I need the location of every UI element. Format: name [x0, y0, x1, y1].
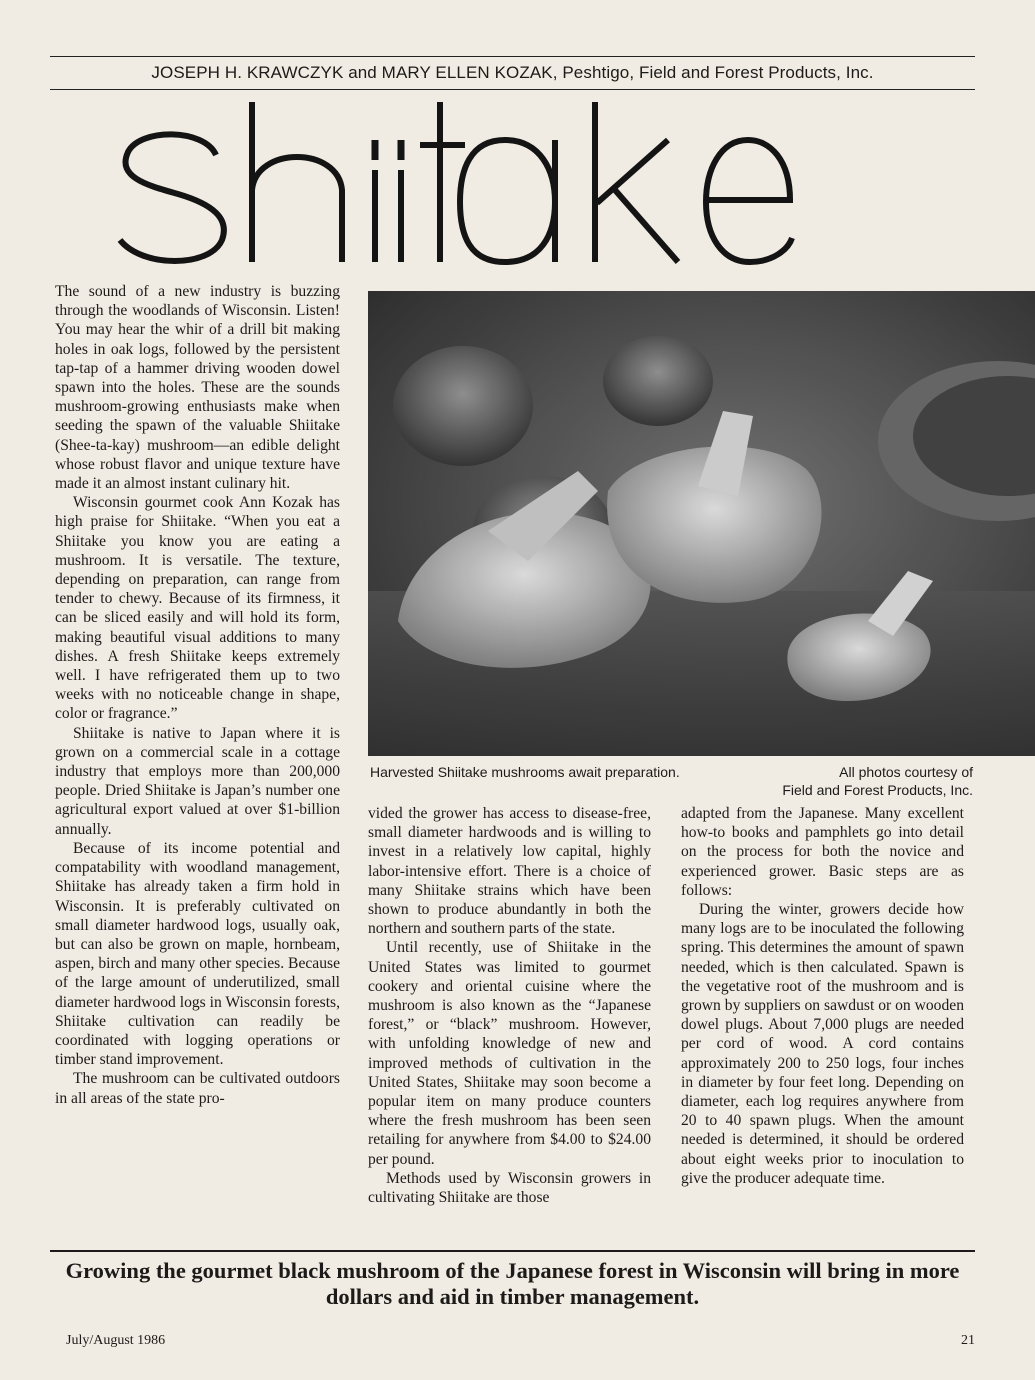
paragraph: Until recently, use of Shiitake in the United States was limited to gourmet cookery and oriental cuisine where the mushroom is also known as the “Japanese forest,” or “black” mushroom. However, with unfolding knowledge of new and improved methods of cultivation in the United States, Shiitake may soon become a popular item on many produce counters where the fresh mushroom has been seen retailing for anywhere from $4.00 to $24.00 per pound. — [368, 939, 651, 1168]
body-column-3 — [681, 804, 964, 1188]
body-column-2 — [368, 804, 651, 1207]
paragraph: Because of its income potential and compatability with woodland management, Shiitake has already taken a firm hold in Wisconsin. It is preferably cultivated on small diameter hardwood logs, usually oak, but can also be grown on maple, hornbeam, aspen, birch and many other species. Because of the large amount of underutilized, small diameter hardwood logs in Wisconsin forests, Shiitake cultivation can readily be coordinated with logging operations or timber stand improvement. — [55, 839, 340, 1069]
photo-caption: Harvested Shiitake mushrooms await preparation. — [370, 764, 680, 780]
photo-credit-line: All photos courtesy of — [839, 764, 973, 780]
paragraph: The sound of a new industry is buzzing through the woodlands of Wisconsin. Listen! You may hear the whir of a drill bit making holes in oak logs, followed by the persistent tap-tap of a hammer driving wooden dowel spawn into the holes. These are the sounds mushroom-growing enthusiasts make when seeding the spawn of the valuable Shiitake (Shee-ta-kay) mushroom—an edible delight whose robust flavor and unique texture have made it an almost instant culinary hit. — [55, 283, 340, 493]
byline: JOSEPH H. KRAWCZYK and MARY ELLEN KOZAK, Peshtigo, Field and Forest Products, Inc. — [50, 56, 975, 90]
mushroom-photo — [368, 291, 1035, 756]
divider — [50, 1250, 975, 1252]
paragraph: vided the grower has access to disease-free, small diameter hardwoods and is willing to invest in a relatively low capital, highly labor-intensive effort. There is a choice of many Shiitake strains which have been shown to produce abundantly in both the northern and southern parts of the state. — [368, 805, 651, 938]
paragraph: The mushroom can be cultivated outdoors in all areas of the state pro- — [55, 1070, 340, 1107]
deck-headline: Growing the gourmet black mushroom of the Japanese forest in Wisconsin will bring in more dollars and aid in timber management. — [65, 1258, 960, 1309]
photo-credit-line: Field and Forest Products, Inc. — [782, 782, 973, 798]
paragraph: Shiitake is native to Japan where it is grown on a commercial scale in a cottage industry that employs more than 200,000 people. Dried Shiitake is Japan’s number one agricultural export valued at over $1-billion annually. — [55, 724, 340, 838]
page-number: 21 — [961, 1333, 975, 1348]
issue-date: July/August 1986 — [66, 1333, 166, 1348]
body-column-1 — [55, 282, 340, 1108]
paragraph: During the winter, growers decide how many logs are to be inoculated the following spring. This determines the amount of spawn needed, which is then calculated. Spawn is the vegetative root of the mushroom and is grown by suppliers on sawdust or on wooden dowel plugs. About 7,000 plugs are needed per cord of wood. A cord contains approximately 200 to 250 logs, four inches in diameter by four feet long. Depending on diameter, each log requires anywhere from 20 to 40 spawn plugs. When the amount needed is determined, it should be ordered about eight weeks prior to inoculation to give the producer adequate time. — [681, 901, 964, 1187]
title-lettering — [0, 0, 1035, 300]
paragraph: Methods used by Wisconsin growers in cultivating Shiitake are those — [368, 1169, 651, 1207]
photo-credit — [733, 763, 973, 799]
paragraph: adapted from the Japanese. Many excellent how-to books and pamphlets go into detail on the process for both the novice and experienced grower. Basic steps are as follows: — [681, 805, 964, 899]
paragraph: Wisconsin gourmet cook Ann Kozak has high praise for Shiitake. “When you eat a Shiitake you know you are eating a mushroom. It is versatile. The texture, depending on preparation, can range from tender to chewy. Because of its firmness, it can be sliced easily and will hold its form, making beautiful visual additions to many dishes. A fresh Shiitake keeps extremely well. I have refrigerated them up to two weeks with no noticeable change in shape, color or fragrance.” — [55, 494, 340, 723]
